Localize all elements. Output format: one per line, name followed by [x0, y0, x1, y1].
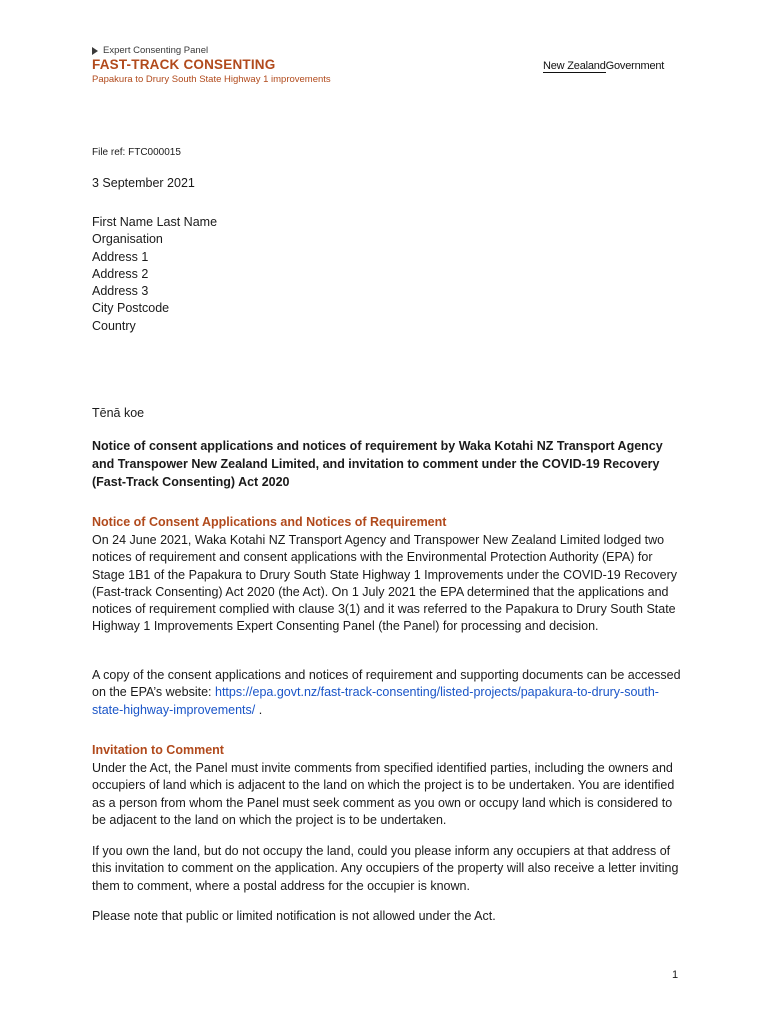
owner-paragraph: If you own the land, but do not occupy the land, could you please inform any occupiers at that address of this invitation to comment on the application. Any occupiers of the property will also receive a letter inviting them to comment, where a postal address for the occupier is known.: [92, 844, 679, 893]
section-heading-notice: Notice of Consent Applications and Notices of Requirement: [92, 515, 447, 529]
address-line: First Name Last Name: [92, 215, 218, 229]
documents-end: .: [255, 702, 263, 717]
greeting: Tēnā koe: [92, 406, 145, 420]
invitation-paragraph: Under the Act, the Panel must invite comments from specified identified parties, including the owners and occupiers of land which is adjacent to the land on which the project is to be undertaken. You are identified as a person from whom the Panel must seek comment as you own or occupy land which is considered to be adjacent to the land on which the project is to be undertaken.: [92, 761, 675, 827]
address-line: Organisation: [92, 232, 163, 247]
section-heading-invitation: Invitation to Comment: [92, 743, 224, 757]
panel-project: Papakura to Drury South State Highway 1 improvements: [92, 74, 331, 85]
notice-title: Notice of consent applications and notices of requirement by Waka Kotahi NZ Transport Agency and Transpower New Zealand Limited, and invitation to comment under the COVID-19 Recovery (Fast-Track Consenting) Act 2020: [92, 439, 663, 489]
notification-paragraph: Please note that public or limited notification is not allowed under the Act.: [92, 909, 496, 923]
documents-text: A copy of the consent applications and notices of requirement and supporting documents can be accessed on the EPA’s website:: [92, 668, 681, 700]
panel-label-line: [92, 44, 331, 57]
recipient-address: [92, 214, 217, 335]
gov-logo-part1: New Zealand: [543, 60, 606, 72]
address-line: Address 3: [92, 284, 149, 299]
address-line: Country: [92, 318, 136, 333]
letter-date: 3 September 2021: [92, 176, 195, 190]
address-line: City Postcode: [92, 301, 170, 316]
documents-paragraph: [92, 667, 682, 719]
nz-government-logo: [543, 60, 664, 72]
panel-title: FAST-TRACK CONSENTING: [92, 57, 276, 72]
panel-label: Expert Consenting Panel: [103, 45, 209, 56]
page-number: 1: [672, 969, 679, 981]
triangle-right-icon: [92, 47, 98, 55]
gov-logo-part2: Government: [605, 60, 665, 72]
epa-website-link[interactable]: https://epa.govt.nz/fast-track-consenting/listed-projects/papakura-to-drury-south-state-highway-improvements/: [92, 685, 659, 717]
notice-paragraph: On 24 June 2021, Waka Kotahi NZ Transport Agency and Transpower New Zealand Limited lodged two notices of requirement and consent applications with the Environmental Protection Authority (EPA) for Stage 1B1 of the Papakura to Drury South State Highway 1 Improvements under the COVID-19 Recovery (Fast-track Consenting) Act 2020 (the Act). On 1 July 2021 the EPA determined that the applications and notices of requirement complied with clause 3(1) and it was referred to the Papakura to Drury South State Highway 1 Improvements Expert Consenting Panel (the Panel) for processing and decision.: [92, 533, 678, 634]
panel-header: [92, 44, 331, 86]
file-ref: File ref: FTC000015: [92, 147, 181, 158]
address-line: Address 2: [92, 266, 149, 281]
address-line: Address 1: [92, 249, 149, 264]
